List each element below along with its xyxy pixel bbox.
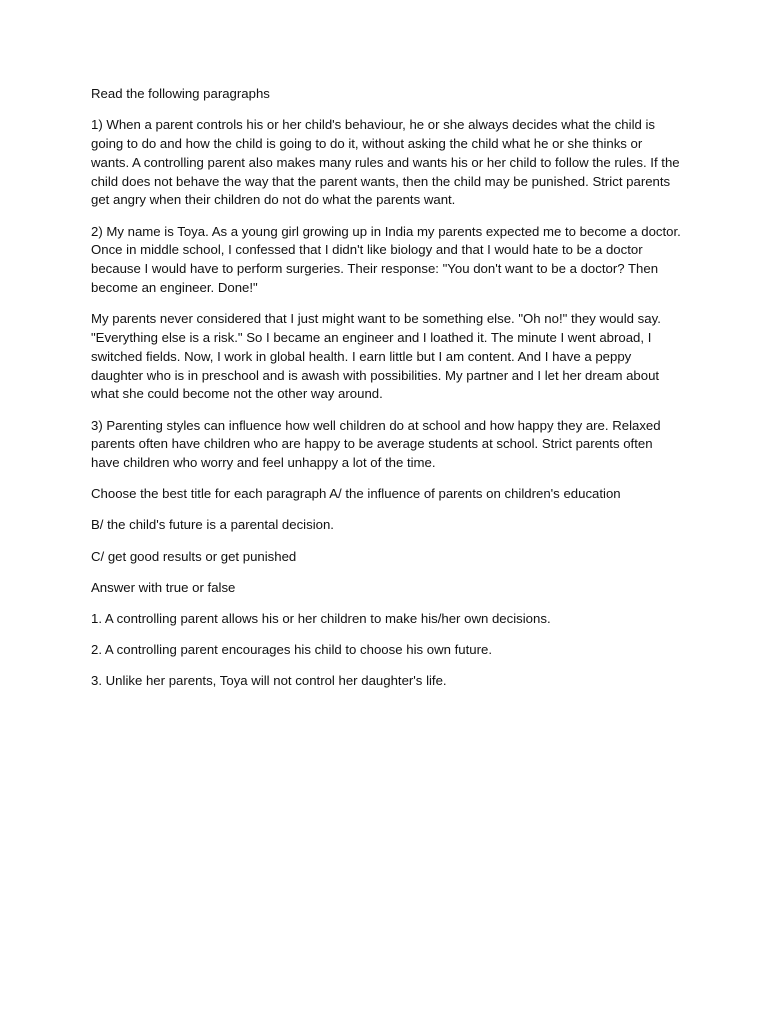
title-option-c: C/ get good results or get punished (91, 548, 297, 564)
instruction-text: Read the following paragraphs (91, 86, 270, 101)
statement-2: 2. A controlling parent encourages his child to choose his own future. (91, 642, 493, 658)
title-option-b: B/ the child's future is a parental decision. (91, 517, 334, 533)
paragraph-1: 1) When a parent controls his or her child's behaviour, he or she always decides what the child is going to do and how the child is going to do it, without asking the child what he or she thinks or wants. A controlling parent also makes many rules and wants his or her child to follow the rules. If the child does not behave the way that the parent wants, then the child may be punished. Strict parents get angry when their children do not do what the parents want. (91, 117, 680, 208)
paragraph-2-continued: My parents never considered that I just might want to be something else. "Oh no!" they would say. "Everything else is a risk." So I became an engineer and I loathed it. The minute I went abroad, I switched fields. Now, I work in global health. I earn little but I am content. And I have a peppy daughter who is in preschool and is awash with possibilities. My partner and I let her dream about what she could become not the other way around. (91, 311, 661, 402)
paragraph-3: 3) Parenting styles can influence how well children do at school and how happy they are. Relaxed parents often have children who are happy to be average students at school. Strict parents often have children who worry and feel unhappy a lot of the time. (91, 417, 661, 471)
title-task: Choose the best title for each paragraph A/ the influence of parents on children's education (91, 486, 621, 502)
document-body (91, 85, 681, 704)
paragraph-2: 2) My name is Toya. As a young girl growing up in India my parents expected me to become a doctor. Once in middle school, I confessed that I didn't like biology and that I would hate to be a doctor because I would have to perform surgeries. Their response: "You don't want to be a doctor? Then become an engineer. Done!" (91, 223, 681, 295)
true-false-instruction: Answer with true or false (91, 579, 236, 595)
statement-3: 3. Unlike her parents, Toya will not control her daughter's life. (91, 673, 447, 689)
statement-1: 1. A controlling parent allows his or her children to make his/her own decisions. (91, 611, 551, 627)
